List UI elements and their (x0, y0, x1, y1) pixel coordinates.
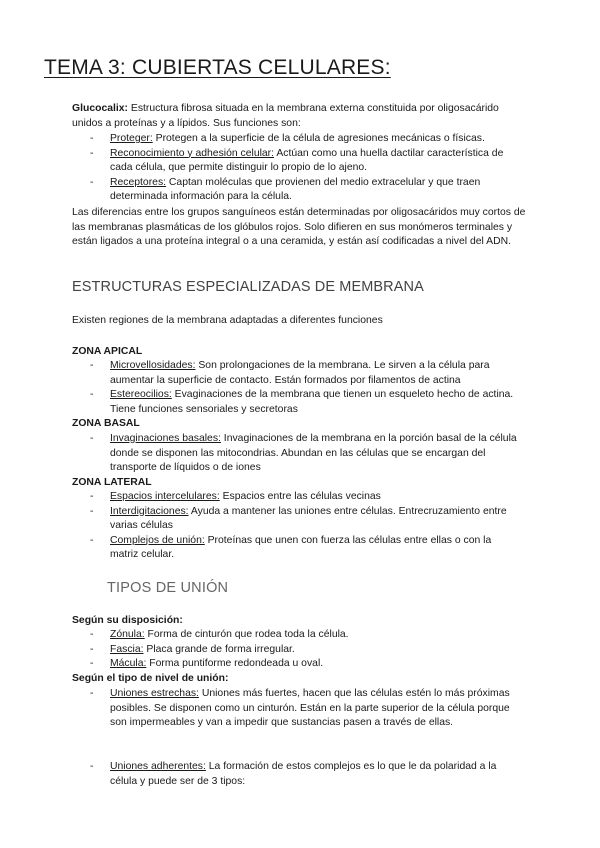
item-text: Espacios entre las células vecinas (219, 491, 381, 502)
list-item: - Receptores: Captan moléculas que provienen del medio extracelular y que traen determinada información para la célula. (90, 176, 481, 203)
nivel-label: Según el tipo de nivel de unión: (72, 673, 229, 684)
item-term: Uniones estrechas: (110, 688, 199, 699)
item-text: Actúan como una huella dactilar característica de cada célula, que permite distinguir lo propio de lo ajeno. (110, 147, 504, 174)
item-term: Reconocimiento y adhesión celular: (110, 147, 275, 159)
zona-lateral-list (90, 490, 520, 563)
disposicion-list (90, 628, 520, 672)
item-text: Evaginaciones de la membrana que tienen un esqueleto hecho de actina. Tiene funciones sensoriales y secretoras (110, 389, 514, 415)
list-item: - Uniones estrechas: Uniones más fuertes, hacen que las células estén lo más próximas posibles. Se disponen como un cinturón. Están en la parte superior de la célula porque son impermeables y van a impedir que sustancias pasen a través de ellas. (90, 688, 510, 729)
item-term: Invaginaciones basales: (110, 433, 221, 444)
item-text: Forma puntiforme redondeada u oval. (146, 658, 324, 670)
item-term: Zónula: (110, 629, 145, 640)
glucocalix-functions-list (90, 132, 520, 205)
nivel-list-2 (90, 760, 520, 789)
nivel-list-1 (90, 687, 520, 731)
item-term: Estereocilios: (110, 389, 172, 401)
list-item: - Microvellosidades: Son prolongaciones de la membrana. Le sirven a la célula para aumentar la superficie de contacto. Están formados por filamentos de actina (90, 360, 490, 386)
list-item: - Invaginaciones basales: Invaginaciones de la membrana en la porción basal de la célula donde se disponen las mitocondrias. Abundan en las células que se encargan del transporte de líquidos o de iones (90, 433, 517, 474)
item-term: Microvellosidades: (110, 360, 196, 371)
item-text: Placa grande de forma irregular. (143, 643, 295, 655)
zona-basal-label: ZONA BASAL (72, 418, 140, 429)
list-item: - Proteger: Protegen a la superficie de la célula de agresiones mecánicas o físicas. (90, 133, 485, 144)
item-term: Fascia: (110, 643, 144, 655)
list-item: - Estereocilios: Evaginaciones de la membrana que tienen un esqueleto hecho de actina. Tiene funciones sensoriales y secretoras (90, 389, 514, 415)
item-term: Interdigitaciones: (110, 505, 189, 517)
item-text: Proteínas que unen con fuerza las células entre ellas o con la matriz celular. (110, 534, 492, 561)
item-term: Espacios intercelulares: (110, 491, 220, 502)
item-term: Uniones adherentes: (110, 761, 206, 772)
page-title: TEMA 3: CUBIERTAS CELULARES: (44, 56, 391, 79)
glucocalix-definition (72, 102, 522, 131)
list-item: - Espacios intercelulares: Espacios entre las células vecinas (90, 491, 381, 502)
item-text: Son prolongaciones de la membrana. Le sirven a la célula para aumentar la superficie de contacto. Están formados por filamentos de actina (110, 360, 490, 386)
item-text: Protegen a la superficie de la célula de agresiones mecánicas o físicas. (152, 133, 485, 144)
list-item: - Mácula: Forma puntiforme redondeada u oval. (90, 658, 324, 670)
list-item: - Uniones adherentes: La formación de estos complejos es lo que le da polaridad a la célula y puede ser de 3 tipos: (90, 761, 497, 787)
item-text: Forma de cinturón que rodea toda la célula. (144, 629, 349, 640)
section-heading-tipos-union: TIPOS DE UNIÓN (107, 580, 229, 596)
zona-apical-list (90, 359, 520, 417)
item-text: Captan moléculas que provienen del medio extracelular y que traen determinada información para la célula. (110, 176, 481, 203)
zona-lateral-label: ZONA LATERAL (72, 477, 152, 488)
list-item: - Fascia: Placa grande de forma irregular. (90, 643, 295, 655)
item-text: Invaginaciones de la membrana en la porción basal de la célula donde se disponen las mitocondrias. Abundan en las células que se encargan del transporte de líquidos o de iones (110, 433, 517, 474)
list-item: - Zónula: Forma de cinturón que rodea toda la célula. (90, 629, 349, 640)
item-text: Ayuda a mantener las uniones entre células. Entrecruzamiento entre varias células (110, 505, 507, 532)
list-item: - Interdigitaciones: Ayuda a mantener las uniones entre células. Entrecruzamiento entre varias células (90, 505, 507, 532)
item-term: Complejos de unión: (110, 534, 205, 546)
blood-groups-note: Las diferencias entre los grupos sanguíneos están determinadas por oligosacáridos muy cortos de las membranas plasmáticas de los glóbulos rojos. Solo difieren en sus monómeros terminales y están ligados a una proteína integral o a una ceramida, y están así codificadas a nivel del ADN. (72, 207, 526, 248)
glucocalix-text: Estructura fibrosa situada en la membrana externa constituida por oligosacárido unidos a proteínas y a lípidos. Sus funciones son: (72, 103, 499, 129)
item-term: Receptores: (110, 176, 167, 188)
glucocalix-term: Glucocalix: (72, 103, 129, 114)
list-item: - Reconocimiento y adhesión celular: Actúan como una huella dactilar característica de cada célula, que permite distinguir lo propio de lo ajeno. (90, 147, 504, 174)
section-heading-estructuras: ESTRUCTURAS ESPECIALIZADAS DE MEMBRANA (72, 279, 424, 295)
zona-apical-label: ZONA APICAL (72, 346, 143, 357)
item-text: Uniones más fuertes, hacen que las células estén lo más próximas posibles. Se disponen como un cinturón. Están en la parte superior de la célula porque son impermeables y van a impedir que sustancias pasen a través de ellas. (110, 688, 510, 729)
estructuras-intro: Existen regiones de la membrana adaptadas a diferentes funciones (72, 315, 383, 326)
list-item: - Complejos de unión: Proteínas que unen con fuerza las células entre ellas o con la matriz celular. (90, 534, 492, 561)
disposicion-label: Según su disposición: (72, 615, 183, 626)
item-term: Mácula: (110, 658, 147, 670)
zona-basal-list (90, 432, 520, 476)
item-text: La formación de estos complejos es lo que le da polaridad a la célula y puede ser de 3 tipos: (110, 761, 497, 787)
item-term: Proteger: (110, 133, 153, 144)
